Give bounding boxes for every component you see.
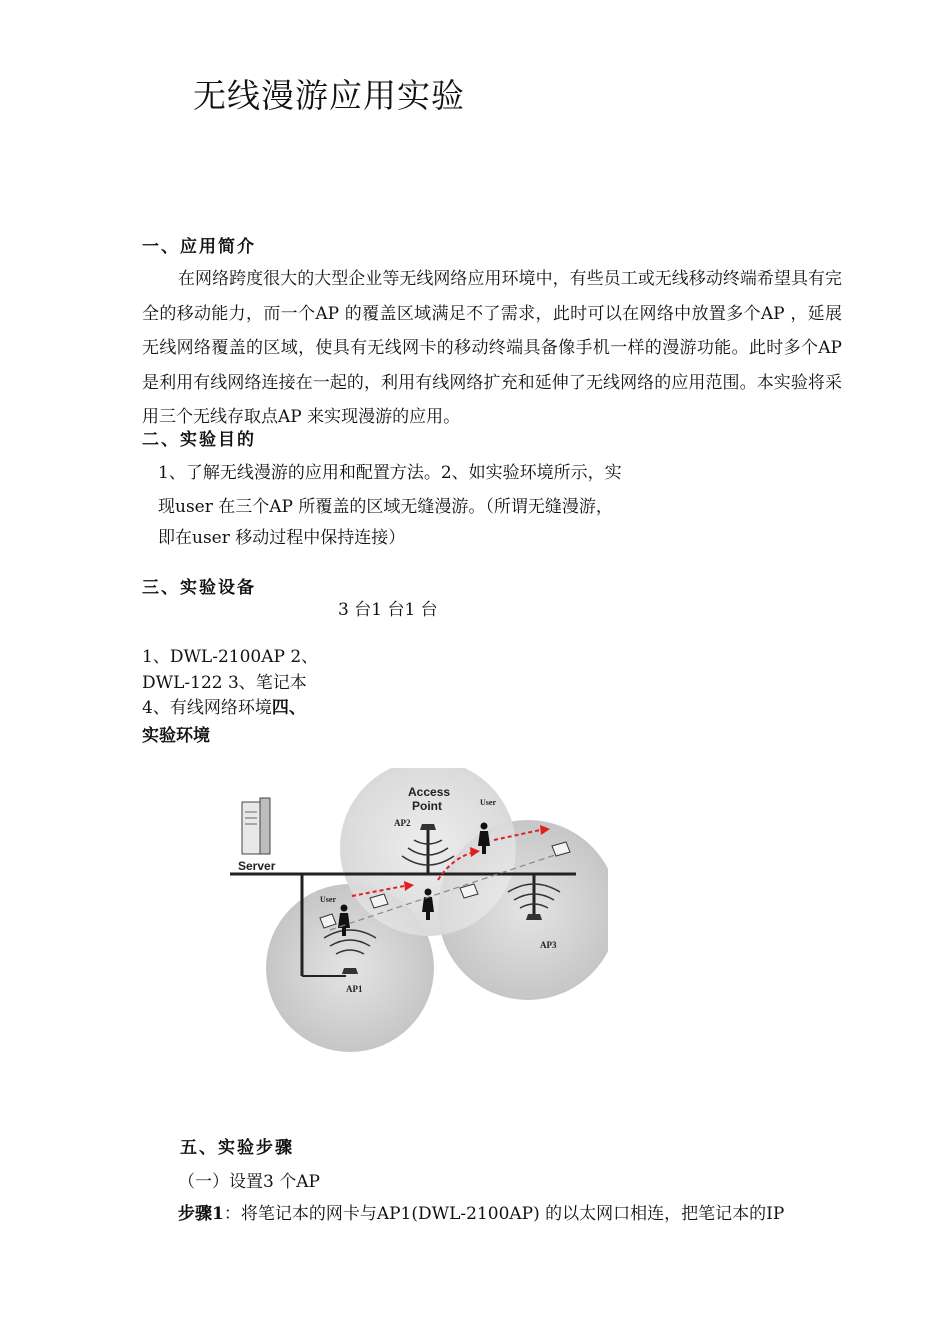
section-2-line-2: 现user 在三个AP 所覆盖的区域无缝漫游。（所谓无缝漫游， <box>158 497 613 517</box>
section-4-heading: 实验环境 <box>142 726 210 746</box>
ap2-label: AP2 <box>394 818 411 828</box>
user-top-label: User <box>480 798 496 807</box>
roaming-network-diagram <box>228 768 608 1058</box>
section-4-number: 四、 <box>271 698 306 718</box>
server-label: Server <box>238 859 276 873</box>
access-point-label-2: Point <box>412 799 442 813</box>
equipment-line-3-text: 4、有线网络环境 <box>142 698 272 718</box>
step-1-text: ：将笔记本的网卡与AP1(DWL-2100AP) 的以太网口相连，把笔记本的IP <box>223 1204 785 1224</box>
equipment-line-3 <box>142 693 306 723</box>
ap3-label: AP3 <box>540 940 557 950</box>
section-5-heading: 五、实验步骤 <box>180 1138 294 1158</box>
section-1-paragraph-text: 在网络跨度很大的大型企业等无线网络应用环境中，有些员工或无线移动终端希望具有完全的移动能力，而一个AP 的覆盖区域满足不了需求，此时可以在网络中放置多个AP ，延展无线网络覆盖的区域，使具有无线网卡的移动终端具备像手机一样的漫游功能。此时多个AP 是利用有线网络连接在一起的，利用有线网络扩充和延伸了无线网络的应用范围。本实验将采用三个无线存取点AP 来实现漫游的应用。 <box>142 269 842 427</box>
page-title: 无线漫游应用实验 <box>193 76 465 115</box>
equipment-line-1: 1、DWL-2100AP 2、 <box>142 647 319 667</box>
section-3-heading: 三、实验设备 <box>142 578 256 598</box>
step-1-line <box>178 1197 784 1231</box>
equipment-line-2: DWL-122 3、笔记本 <box>142 673 307 693</box>
server-icon <box>242 798 270 854</box>
user-left-label: User <box>320 895 336 904</box>
step-subsection: （一）设置3 个AP <box>178 1172 320 1192</box>
access-point-label-1: Access <box>408 785 451 799</box>
ap1-label: AP1 <box>346 984 363 994</box>
equipment-counts: 3 台1 台1 台 <box>338 600 438 620</box>
section-1-paragraph <box>142 262 842 435</box>
section-2-line-3: 即在user 移动过程中保持连接） <box>158 528 406 548</box>
section-2-heading: 二、实验目的 <box>142 430 256 450</box>
section-1-heading: 一、应用简介 <box>142 237 256 257</box>
step-1-label: 步骤1 <box>178 1204 224 1224</box>
section-2-line-1: 1、了解无线漫游的应用和配置方法。2、如实验环境所示，实 <box>158 463 622 483</box>
